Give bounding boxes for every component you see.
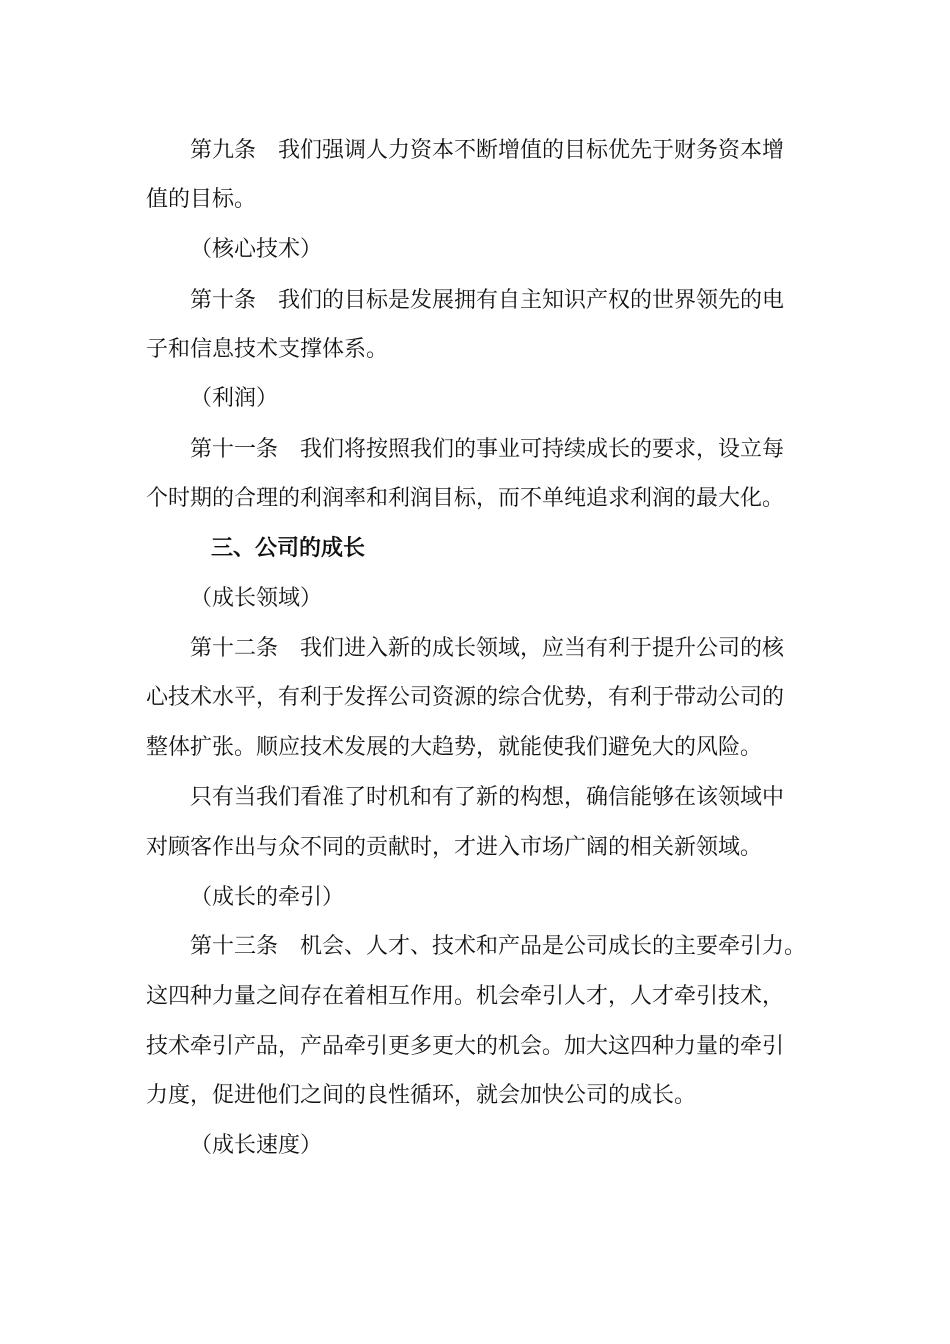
article-12-para2-line-2: 对顾客作出与众不同的贡献时，才进入市场广阔的相关新领域。: [146, 835, 763, 860]
article-10-line-2: 子和信息技术支撑体系。: [146, 337, 389, 362]
article-12-line-3: 整体扩张。顺应技术发展的大趋势，就能使我们避免大的风险。: [146, 735, 763, 760]
article-10-line-1: 第十条 我们的目标是发展拥有自主知识产权的世界领先的电: [190, 288, 785, 313]
article-9-line-1: 第九条 我们强调人力资本不断增值的目标优先于财务资本增: [190, 138, 785, 163]
article-13-line-2: 这四种力量之间存在着相互作用。机会牵引人才，人才牵引技术，: [146, 984, 785, 1009]
article-13-line-4: 力度，促进他们之间的良性循环，就会加快公司的成长。: [146, 1083, 697, 1108]
article-13-line-1: 第十三条 机会、人才、技术和产品是公司成长的主要牵引力。: [190, 934, 807, 959]
subheading-profit: （利润）: [190, 386, 279, 411]
article-13-line-3: 技术牵引产品，产品牵引更多更大的机会。加大这四种力量的牵引: [146, 1034, 785, 1059]
subheading-growth-field: （成长领域）: [190, 586, 323, 611]
section-heading-company-growth: 三、公司的成长: [211, 536, 366, 561]
article-11-line-1: 第十一条 我们将按照我们的事业可持续成长的要求，设立每: [190, 437, 785, 462]
article-9-line-2: 值的目标。: [146, 187, 257, 212]
article-12-line-1: 第十二条 我们进入新的成长领域，应当有利于提升公司的核: [190, 636, 785, 661]
article-12-para2-line-1: 只有当我们看准了时机和有了新的构想，确信能够在该领域中: [190, 785, 785, 810]
article-12-line-2: 心技术水平，有利于发挥公司资源的综合优势，有利于带动公司的: [146, 685, 785, 710]
subheading-growth-traction: （成长的牵引）: [190, 885, 345, 910]
subheading-growth-speed: （成长速度）: [190, 1133, 323, 1158]
article-11-line-2: 个时期的合理的利润率和利润目标，而不单纯追求利润的最大化。: [146, 486, 785, 511]
subheading-core-technology: （核心技术）: [190, 237, 323, 262]
